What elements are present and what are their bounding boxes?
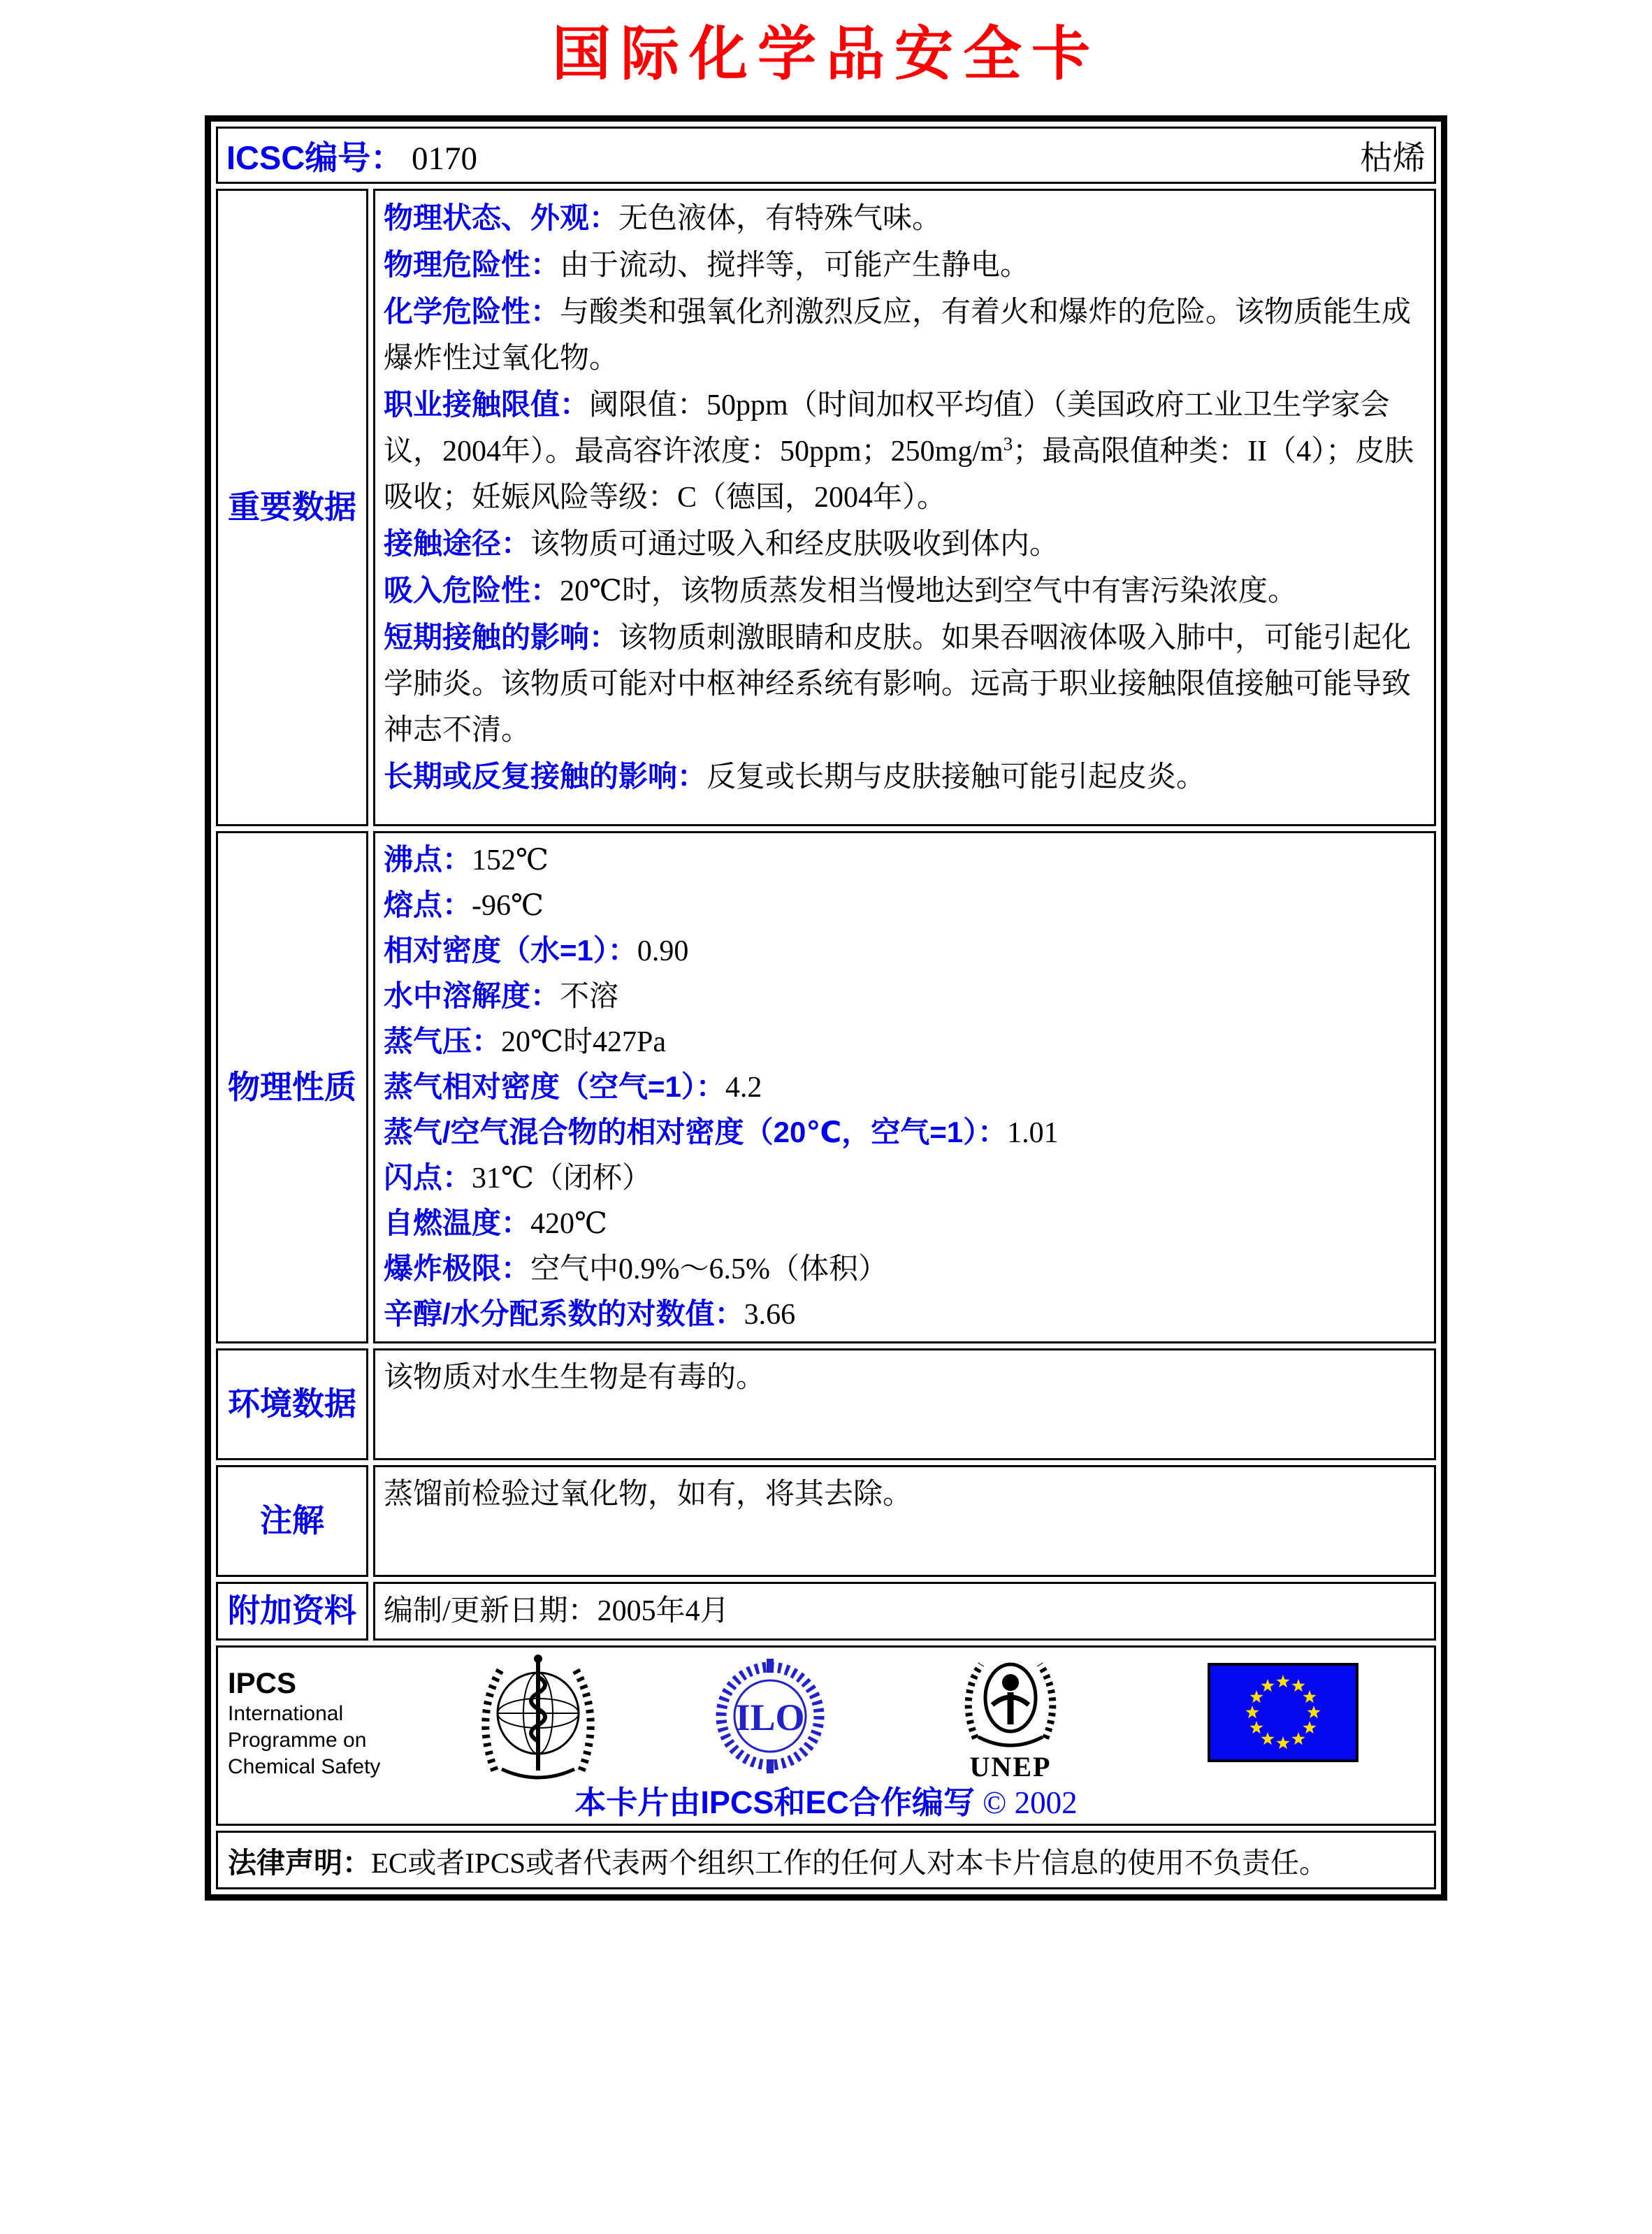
unep-caption: UNEP bbox=[969, 1751, 1052, 1782]
field-value: 152℃ bbox=[472, 844, 549, 877]
superscript-3: 3 bbox=[1003, 433, 1013, 454]
additional-info-row bbox=[216, 1582, 1436, 1641]
field-value: 20℃时427Pa bbox=[501, 1026, 666, 1058]
field-physical-state bbox=[384, 195, 1426, 242]
important-data-row bbox=[216, 189, 1436, 826]
header-row bbox=[216, 127, 1436, 184]
icsc-number-group bbox=[226, 132, 477, 179]
field-long-term-effects bbox=[384, 754, 1426, 800]
field-value-part1: 阈限值：50ppm（时间加权平均值）（美国政府工业卫生学家会议，2004年）。最高容许浓度：50ppm；250mg/m bbox=[384, 389, 1390, 468]
field-short-term-effects bbox=[384, 614, 1426, 754]
field-label: 熔点： bbox=[384, 888, 472, 921]
field-label: 蒸气相对密度（空气=1）： bbox=[384, 1070, 725, 1103]
field-value: 不溶 bbox=[560, 981, 619, 1013]
field-value: 31℃（闭杯） bbox=[472, 1162, 651, 1195]
field-vapor-relative-density bbox=[384, 1065, 1426, 1110]
credit-year: © 2002 bbox=[983, 1785, 1078, 1820]
notes-row bbox=[216, 1465, 1436, 1577]
field-label: 吸入危险性： bbox=[384, 574, 560, 607]
field-label: 蒸气/空气混合物的相对密度（20℃，空气=1）： bbox=[384, 1116, 1008, 1148]
ipcs-line: Programme on bbox=[228, 1729, 367, 1752]
icsc-number-value: 0170 bbox=[412, 140, 478, 177]
icsc-number-label: ICSC编号： bbox=[226, 138, 404, 176]
physical-properties-row bbox=[216, 831, 1436, 1343]
field-relative-density bbox=[384, 928, 1426, 974]
field-label: 接触途径： bbox=[384, 527, 531, 560]
field-value: 4.2 bbox=[725, 1072, 762, 1104]
field-melting-point bbox=[384, 883, 1426, 928]
unep-logo-icon bbox=[957, 1649, 1064, 1783]
field-value: 20℃时，该物质蒸发相当慢地达到空气中有害污染浓度。 bbox=[560, 575, 1298, 607]
physical-properties-content bbox=[373, 831, 1436, 1343]
chemical-name: 枯烯 bbox=[1360, 140, 1426, 177]
notes-row-label: 注解 bbox=[216, 1465, 368, 1577]
credit-line bbox=[218, 1777, 1434, 1822]
field-label: 物理危险性： bbox=[384, 248, 560, 281]
important-data-row-label: 重要数据 bbox=[216, 189, 368, 826]
field-occupational-limits bbox=[384, 382, 1426, 521]
page-title: 国际化学品安全卡 bbox=[551, 19, 1100, 88]
field-label: 爆炸极限： bbox=[384, 1252, 531, 1285]
field-value: 与酸类和强氧化剂激烈反应，有着火和爆炸的危险。该物质能生成爆炸性过氧化物。 bbox=[384, 296, 1412, 375]
field-value: 0.90 bbox=[637, 935, 689, 967]
field-boiling-point bbox=[384, 837, 1426, 883]
icsc-card-table bbox=[205, 115, 1447, 1901]
field-water-solubility bbox=[384, 974, 1426, 1019]
field-label: 相对密度（水=1）： bbox=[384, 934, 637, 967]
field-value: 1.01 bbox=[1007, 1117, 1059, 1149]
additional-info-content: 编制/更新日期：2005年4月 bbox=[373, 1582, 1436, 1641]
field-flash-point bbox=[384, 1155, 1426, 1201]
field-octanol-water-partition bbox=[384, 1292, 1426, 1337]
environmental-data-row bbox=[216, 1348, 1436, 1460]
legal-text: EC或者IPCS或者代表两个组织工作的任何人对本卡片信息的使用不负责任。 bbox=[371, 1846, 1328, 1879]
ipcs-title: IPCS bbox=[228, 1666, 297, 1699]
field-vapor-air-mixture-density bbox=[384, 1110, 1426, 1155]
field-autoignition-temperature bbox=[384, 1201, 1426, 1246]
field-label: 化学危险性： bbox=[384, 295, 560, 328]
notes-content: 蒸馏前检验过氧化物，如有，将其去除。 bbox=[373, 1465, 1436, 1577]
field-value: 420℃ bbox=[530, 1208, 607, 1240]
ilo-letters: ILO bbox=[735, 1696, 805, 1738]
field-label: 短期接触的影响： bbox=[384, 621, 619, 654]
field-value: 该物质刺激眼睛和皮肤。如果吞咽液体吸入肺中，可能引起化学肺炎。该物质可能对中枢神经系统有影响。远高于职业接触限值接触可能导致神志不清。 bbox=[384, 622, 1412, 747]
field-value: 反复或长期与皮肤接触可能引起皮炎。 bbox=[707, 761, 1206, 793]
legal-row bbox=[216, 1831, 1436, 1889]
field-label: 闪点： bbox=[384, 1161, 472, 1194]
field-value: 3.66 bbox=[744, 1299, 796, 1331]
field-label: 水中溶解度： bbox=[384, 979, 560, 1012]
logos-row bbox=[216, 1645, 1436, 1826]
header-cell bbox=[216, 127, 1436, 184]
field-value: 由于流动、搅拌等，可能产生静电。 bbox=[560, 250, 1030, 282]
field-label: 沸点： bbox=[384, 843, 472, 876]
credit-text: 本卡片由IPCS和EC合作编写 bbox=[574, 1785, 975, 1820]
field-label: 自燃温度： bbox=[384, 1206, 531, 1239]
ipcs-line: International bbox=[228, 1702, 344, 1725]
field-exposure-routes bbox=[384, 521, 1426, 568]
additional-info-row-label: 附加资料 bbox=[216, 1582, 368, 1641]
important-data-content bbox=[373, 189, 1436, 826]
field-physical-danger bbox=[384, 242, 1426, 289]
logos-cell bbox=[216, 1645, 1436, 1826]
field-label: 职业接触限值： bbox=[384, 388, 590, 421]
legal-label: 法律声明： bbox=[228, 1846, 371, 1879]
ilo-logo-icon bbox=[711, 1656, 829, 1780]
field-value: 空气中0.9%～6.5%（体积） bbox=[530, 1253, 887, 1285]
field-label: 蒸气压： bbox=[384, 1025, 502, 1058]
who-logo-icon bbox=[471, 1650, 605, 1785]
field-explosive-limits bbox=[384, 1246, 1426, 1292]
field-label: 长期或反复接触的影响： bbox=[384, 760, 707, 793]
field-value: -96℃ bbox=[472, 890, 544, 922]
environmental-data-content: 该物质对水生生物是有毒的。 bbox=[373, 1348, 1436, 1460]
environmental-data-row-label: 环境数据 bbox=[216, 1348, 368, 1460]
field-label: 辛醇/水分配系数的对数值： bbox=[384, 1297, 744, 1330]
ipcs-line: Chemical Safety bbox=[228, 1755, 381, 1778]
legal-cell bbox=[216, 1831, 1436, 1889]
ipcs-text-block bbox=[228, 1666, 380, 1780]
field-chemical-danger bbox=[384, 289, 1426, 382]
physical-properties-row-label: 物理性质 bbox=[216, 831, 368, 1343]
field-label: 物理状态、外观： bbox=[384, 201, 619, 234]
field-value: 该物质可通过吸入和经皮肤吸收到体内。 bbox=[530, 528, 1059, 561]
field-value: 无色液体，有特殊气味。 bbox=[618, 203, 942, 235]
field-inhalation-risk bbox=[384, 568, 1426, 614]
field-vapor-pressure bbox=[384, 1019, 1426, 1065]
field-value-part2: ；最高限值种类：II（4）；皮肤吸收；妊娠风险等级：C（德国，2004年）。 bbox=[384, 435, 1414, 514]
eu-flag-icon bbox=[1208, 1663, 1358, 1766]
